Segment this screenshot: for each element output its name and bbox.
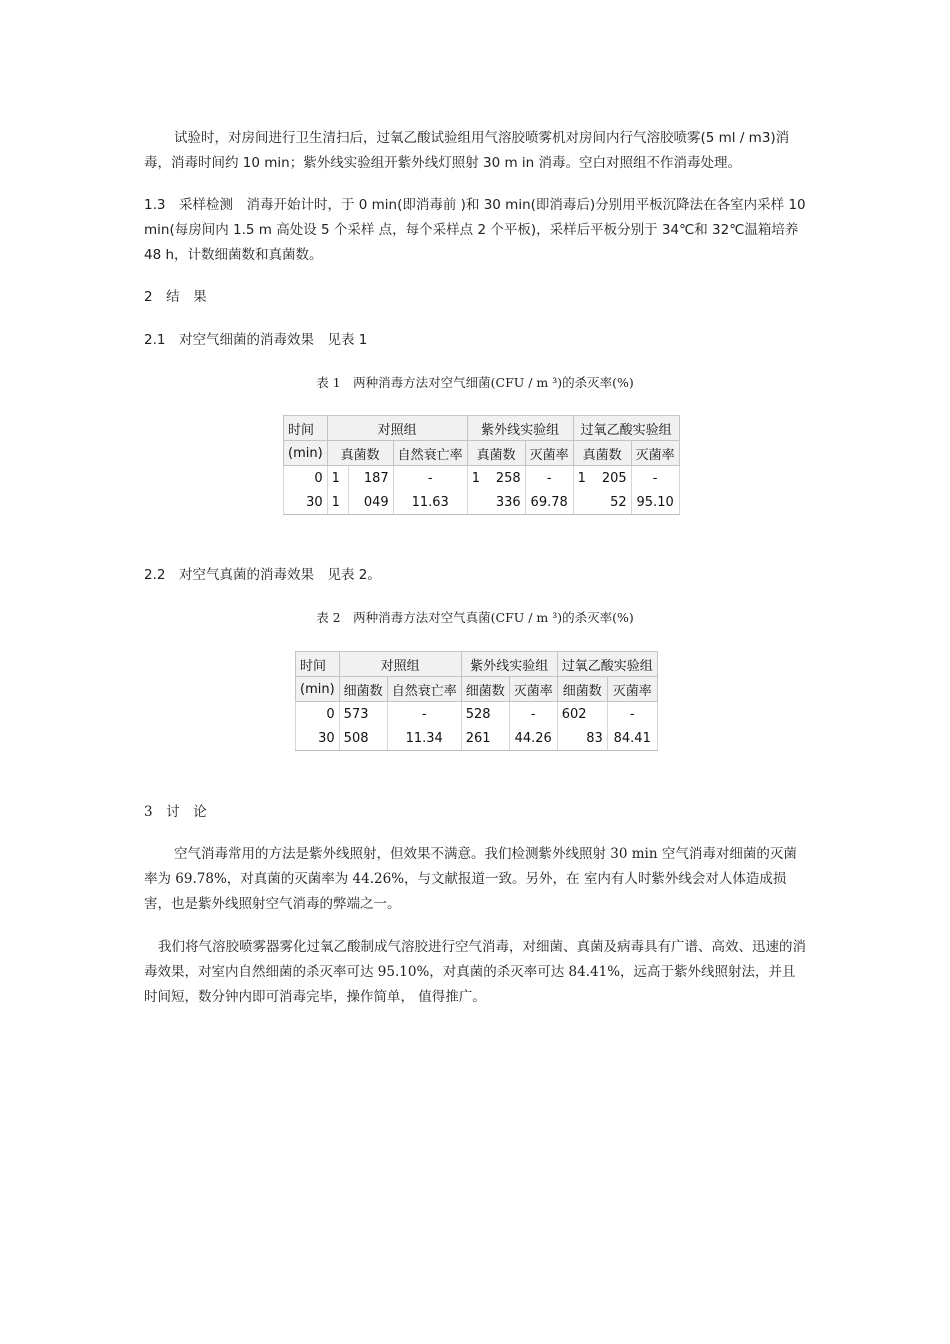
- table2: [295, 651, 658, 751]
- table1-cell-time: 0: [284, 466, 328, 491]
- table2-header-min: (min): [296, 677, 340, 702]
- section-heading-results: 2 结 果: [144, 289, 207, 305]
- table2-group-control: 对照组: [339, 652, 461, 677]
- table1-cell-pa: [573, 466, 631, 491]
- table2-cell-uv-rate: 44.26: [509, 726, 557, 751]
- table2-cell-uv-rate: -: [509, 702, 557, 727]
- table2-col-control-count: 细菌数: [339, 677, 387, 702]
- table2-cell-uv: 528: [461, 702, 509, 727]
- table2-header-row: [296, 652, 658, 677]
- table1-group-peracetic: 过氧乙酸实验组: [573, 416, 679, 441]
- table1-col-pa-count: 真菌数: [573, 441, 631, 466]
- table2-cell-ctrl: 508: [339, 726, 387, 751]
- table1-cell-natural: -: [393, 466, 467, 491]
- table2-col-pa-count: 细菌数: [557, 677, 607, 702]
- table1-cell-pa-a: 1: [577, 470, 586, 486]
- paragraph-discussion-uv: 空气消毒常用的方法是紫外线照射，但效果不满意。我们检测紫外线照射 30 min 空气消毒对细菌的灭菌率为 69.78%，对真菌的灭菌率为 44.26%，与文献报道一致。另外，在 室内有人时紫外线会对人体造成损害，也是紫外线照射空气消毒的弊端之一。: [144, 846, 797, 912]
- table2-cell-pa: 602: [557, 702, 607, 727]
- table-row: [284, 490, 680, 515]
- table2-group-uv: 紫外线实验组: [461, 652, 557, 677]
- table-row: [296, 702, 658, 727]
- table1-cell-ctrl-b: 049: [348, 490, 393, 515]
- table-row: [284, 466, 680, 491]
- table1-col-uv-rate: 灭菌率: [525, 441, 573, 466]
- table1-cell-uv-a: 1: [471, 470, 480, 486]
- table1-col-control-count: 真菌数: [327, 441, 393, 466]
- paragraph-sampling: 1.3 采样检测 消毒开始计时，于 0 min(即消毒前 )和 30 min(即消毒后)分别用平板沉降法在各室内采样 10 min(每房间内 1.5 m 高处设 5 个采样 点，每个采样点 2 个平板)，采样后平板分别于 34℃和 32℃温箱培养 48 h，计数细菌数和真菌数。: [144, 197, 806, 263]
- table1-col-uv-count: 真菌数: [467, 441, 525, 466]
- table1-cell-pa-b: 205: [601, 470, 627, 486]
- table1-group-control: 对照组: [327, 416, 467, 441]
- table2-cell-pa: 83: [557, 726, 607, 751]
- table1-header-time: 时间: [284, 416, 328, 441]
- table1-subheader-row: [284, 441, 680, 466]
- subsection-heading-fungi: 2.2 对空气真菌的消毒效果 见表 2。: [144, 567, 381, 583]
- table1-cell-time: 30: [284, 490, 328, 515]
- table1-cell-pa-rate: -: [631, 466, 679, 491]
- section-heading-discussion: 3 讨 论: [144, 804, 207, 820]
- table1-cell-ctrl-b: 187: [348, 466, 393, 491]
- table2-caption: 表 2 两种消毒方法对空气真菌(CFU / m ³)的杀灭率(%): [316, 610, 634, 625]
- table2-header-time: 时间: [296, 652, 340, 677]
- table2-cell-natural: -: [387, 702, 461, 727]
- table1-cell-uv-rate: -: [525, 466, 573, 491]
- table1-cell-natural: 11.63: [393, 490, 467, 515]
- table1: [283, 415, 680, 515]
- subsection-heading-bacteria: 2.1 对空气细菌的消毒效果 见表 1: [144, 332, 368, 348]
- table2-cell-time: 0: [296, 702, 340, 727]
- table1-cell-uv-rate: 69.78: [525, 490, 573, 515]
- table2-col-uv-rate: 灭菌率: [509, 677, 557, 702]
- table1-cell-pa: 52: [573, 490, 631, 515]
- table2-cell-ctrl: 573: [339, 702, 387, 727]
- table2-col-natural-rate: 自然衰亡率: [387, 677, 461, 702]
- table1-cell-ctrl-a: 1: [327, 490, 348, 515]
- table1-cell-uv: [467, 466, 525, 491]
- table2-col-uv-count: 细菌数: [461, 677, 509, 702]
- table2-cell-pa-rate: -: [607, 702, 657, 727]
- table1-cell-pa-rate: 95.10: [631, 490, 679, 515]
- table1-header-row: [284, 416, 680, 441]
- table1-group-uv: 紫外线实验组: [467, 416, 573, 441]
- table1-cell-uv-b: 258: [495, 470, 521, 486]
- table2-cell-natural: 11.34: [387, 726, 461, 751]
- paragraph-procedure: 试验时，对房间进行卫生清扫后，过氧乙酸试验组用气溶胶喷雾机对房间内行气溶胶喷雾(5 ml / m3)消毒，消毒时间约 10 min；紫外线实验组开紫外线灯照射 30 m in 消毒。空白对照组不作消毒处理。: [144, 130, 790, 171]
- table2-subheader-row: [296, 677, 658, 702]
- table1-cell-uv: 336: [467, 490, 525, 515]
- table-row: [296, 726, 658, 751]
- table1-caption: 表 1 两种消毒方法对空气细菌(CFU / m ³)的杀灭率(%): [316, 375, 634, 390]
- table1-cell-ctrl-a: 1: [327, 466, 348, 491]
- table1-header-min: (min): [284, 441, 328, 466]
- table2-cell-uv: 261: [461, 726, 509, 751]
- table2-col-pa-rate: 灭菌率: [607, 677, 657, 702]
- table2-group-peracetic: 过氧乙酸实验组: [557, 652, 657, 677]
- table1-col-pa-rate: 灭菌率: [631, 441, 679, 466]
- table2-cell-time: 30: [296, 726, 340, 751]
- paragraph-discussion-peracetic: 我们将气溶胶喷雾器雾化过氧乙酸制成气溶胶进行空气消毒，对细菌、真菌及病毒具有广谱、高效、迅速的消毒效果，对室内自然细菌的杀灭率可达 95.10%，对真菌的杀灭率可达 84.41%，远高于紫外线照射法，并且时间短，数分钟内即可消毒完毕，操作简单， 值得推广。: [144, 939, 806, 1005]
- table1-col-natural-rate: 自然衰亡率: [393, 441, 467, 466]
- table2-cell-pa-rate: 84.41: [607, 726, 657, 751]
